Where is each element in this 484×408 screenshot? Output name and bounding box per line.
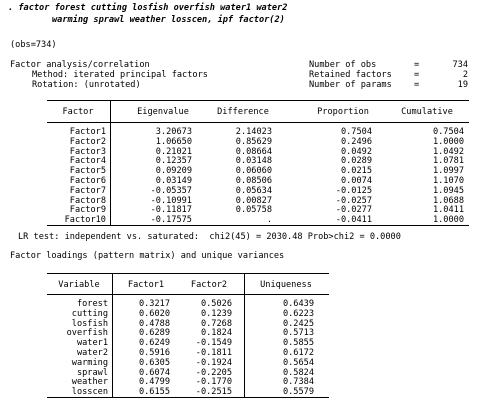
table-cell: 0.1824: [200, 328, 232, 339]
row-label: cutting: [71, 308, 108, 319]
table-cell: 1.0945: [432, 185, 464, 196]
table-cell: 0.4799: [138, 377, 170, 388]
table-cell: -0.10991: [150, 195, 192, 206]
table-cell: 0.5579: [282, 387, 314, 398]
table-cell: 0.08664: [235, 146, 272, 157]
table-cell: 0.5855: [282, 338, 314, 349]
table-cell: 1.0000: [432, 215, 464, 226]
table-cell: -0.1924: [195, 357, 232, 368]
table-cell: 0.00827: [235, 195, 272, 206]
table-cell: 0.09209: [155, 166, 192, 177]
table-cell: 0.6305: [138, 357, 170, 368]
table-cell: -0.0411: [335, 215, 372, 226]
retained-label: Retained factors: [309, 70, 392, 80]
table-cell: 0.6074: [138, 367, 170, 378]
table-cell: -0.0277: [335, 205, 372, 216]
lr-test-line: LR test: independent vs. saturated: chi2(45) = 2030.48 Prob>chi2 = 0.0000: [18, 232, 401, 242]
table-cell: 0.2496: [340, 136, 372, 147]
table-cell: 0.7504: [340, 127, 372, 137]
table-cell: 0.7504: [432, 127, 464, 137]
loadings-top-rule: [47, 273, 329, 274]
table-cell: -0.1770: [195, 377, 232, 388]
table-cell: 1.0781: [432, 156, 464, 167]
row-label: Factor4: [69, 156, 106, 167]
retained-value: 2: [462, 70, 468, 80]
table-cell: 0.6172: [282, 348, 314, 358]
table-cell: 0.4788: [138, 318, 170, 329]
column-header: Difference: [217, 107, 269, 117]
row-label: Factor5: [69, 166, 106, 177]
table-cell: 0.7384: [282, 377, 314, 388]
table-cell: 0.6289: [138, 328, 170, 339]
table-cell: -0.1549: [195, 338, 232, 349]
table-cell: 0.21021: [155, 146, 192, 157]
column-header: Cumulative: [401, 107, 453, 117]
table-cell: 0.2425: [282, 318, 314, 329]
table-cell: 3.20673: [155, 127, 192, 137]
table-cell: 0.5026: [200, 299, 232, 309]
row-label: forest: [76, 299, 108, 309]
table-cell: 1.0411: [432, 205, 464, 216]
table-cell: 1.0997: [432, 166, 464, 177]
table-cell: 0.6223: [282, 308, 314, 319]
table-cell: 0.0215: [340, 166, 372, 177]
table-cell: 0.7268: [200, 318, 232, 329]
table-cell: 0.5654: [282, 357, 314, 368]
table-cell: .: [266, 215, 272, 226]
table-cell: -0.2205: [195, 367, 232, 378]
row-label: Factor7: [69, 185, 106, 196]
column-header: Factor2: [190, 280, 228, 290]
loadings-vertical-rule: [244, 273, 245, 398]
table-cell: 0.5713: [282, 328, 314, 339]
column-header: Factor: [62, 107, 94, 117]
eq-sign: =: [414, 70, 420, 80]
command-line-2: warming sprawl weather losscen, ipf factor(2): [52, 15, 285, 25]
table-vertical-rule: [110, 100, 111, 226]
table-cell: -0.11817: [150, 205, 192, 216]
table-cell: 0.3217: [138, 299, 170, 309]
params-value: 19: [457, 80, 468, 90]
table-cell: 0.05634: [235, 185, 272, 196]
row-label: Factor3: [69, 146, 106, 157]
column-header: Variable: [58, 280, 100, 290]
table-cell: 0.85629: [235, 136, 272, 147]
table-cell: 2.14023: [235, 127, 272, 137]
table-cell: 0.6249: [138, 338, 170, 349]
table-cell: 1.0000: [432, 136, 464, 147]
row-label: losscen: [71, 387, 108, 398]
row-label: sprawl: [76, 367, 108, 378]
row-label: water2: [76, 348, 108, 358]
table-cell: 0.06060: [235, 166, 272, 177]
obs-count: (obs=734): [10, 40, 57, 50]
table-cell: -0.2515: [195, 387, 232, 398]
command-line-1: . factor forest cutting losfish overfish water1 water2: [8, 3, 288, 13]
table-cell: 0.03149: [155, 176, 192, 186]
table-cell: 0.6439: [282, 299, 314, 309]
n-obs-label: Number of obs: [309, 60, 377, 70]
loadings-header-rule: [47, 294, 329, 295]
row-label: Factor2: [69, 136, 106, 147]
table-cell: 0.1239: [200, 308, 232, 319]
table-cell: -0.1811: [195, 348, 232, 358]
table-cell: 0.03148: [235, 156, 272, 167]
eq-sign: =: [414, 80, 420, 90]
table-cell: 0.05758: [235, 205, 272, 216]
table-cell: 0.0492: [340, 146, 372, 157]
table-cell: 0.0074: [340, 176, 372, 186]
row-label: warming: [71, 357, 108, 368]
table-cell: 0.0289: [340, 156, 372, 167]
row-label: overfish: [66, 328, 108, 339]
table-cell: -0.05357: [150, 185, 192, 196]
table-cell: 0.08506: [235, 176, 272, 186]
row-label: Factor6: [69, 176, 106, 186]
table-cell: 1.0492: [432, 146, 464, 157]
n-obs-value: 734: [452, 60, 468, 70]
table-cell: 0.5916: [138, 348, 170, 358]
column-header: Uniqueness: [260, 280, 312, 290]
method-label: Method: iterated principal factors: [32, 70, 208, 80]
loadings-vertical-rule: [112, 273, 113, 398]
table-cell: 0.6020: [138, 308, 170, 319]
row-label: losfish: [71, 318, 108, 329]
eq-sign: =: [414, 60, 420, 70]
row-label: weather: [71, 377, 108, 388]
row-label: Factor8: [69, 195, 106, 206]
rotation-label: Rotation: (unrotated): [32, 80, 141, 90]
table-cell: -0.0257: [335, 195, 372, 206]
table-cell: -0.17575: [150, 215, 192, 226]
params-label: Number of params: [309, 80, 392, 90]
table-cell: 0.6155: [138, 387, 170, 398]
row-label: Factor9: [69, 205, 106, 216]
loadings-title: Factor loadings (pattern matrix) and unique variances: [10, 251, 285, 261]
row-label: water1: [76, 338, 108, 349]
column-header: Proportion: [317, 107, 369, 117]
analysis-title: Factor analysis/correlation: [10, 60, 150, 70]
table-cell: 1.1070: [432, 176, 464, 186]
row-label: Factor1: [69, 127, 106, 137]
column-header: Factor1: [127, 280, 165, 290]
row-label: Factor10: [64, 215, 106, 226]
table-cell: 0.5824: [282, 367, 314, 378]
column-header: Eigenvalue: [137, 107, 189, 117]
table-cell: -0.0125: [335, 185, 372, 196]
table-cell: 1.0688: [432, 195, 464, 206]
table-cell: 1.06650: [155, 136, 192, 147]
table-cell: 0.12357: [155, 156, 192, 167]
